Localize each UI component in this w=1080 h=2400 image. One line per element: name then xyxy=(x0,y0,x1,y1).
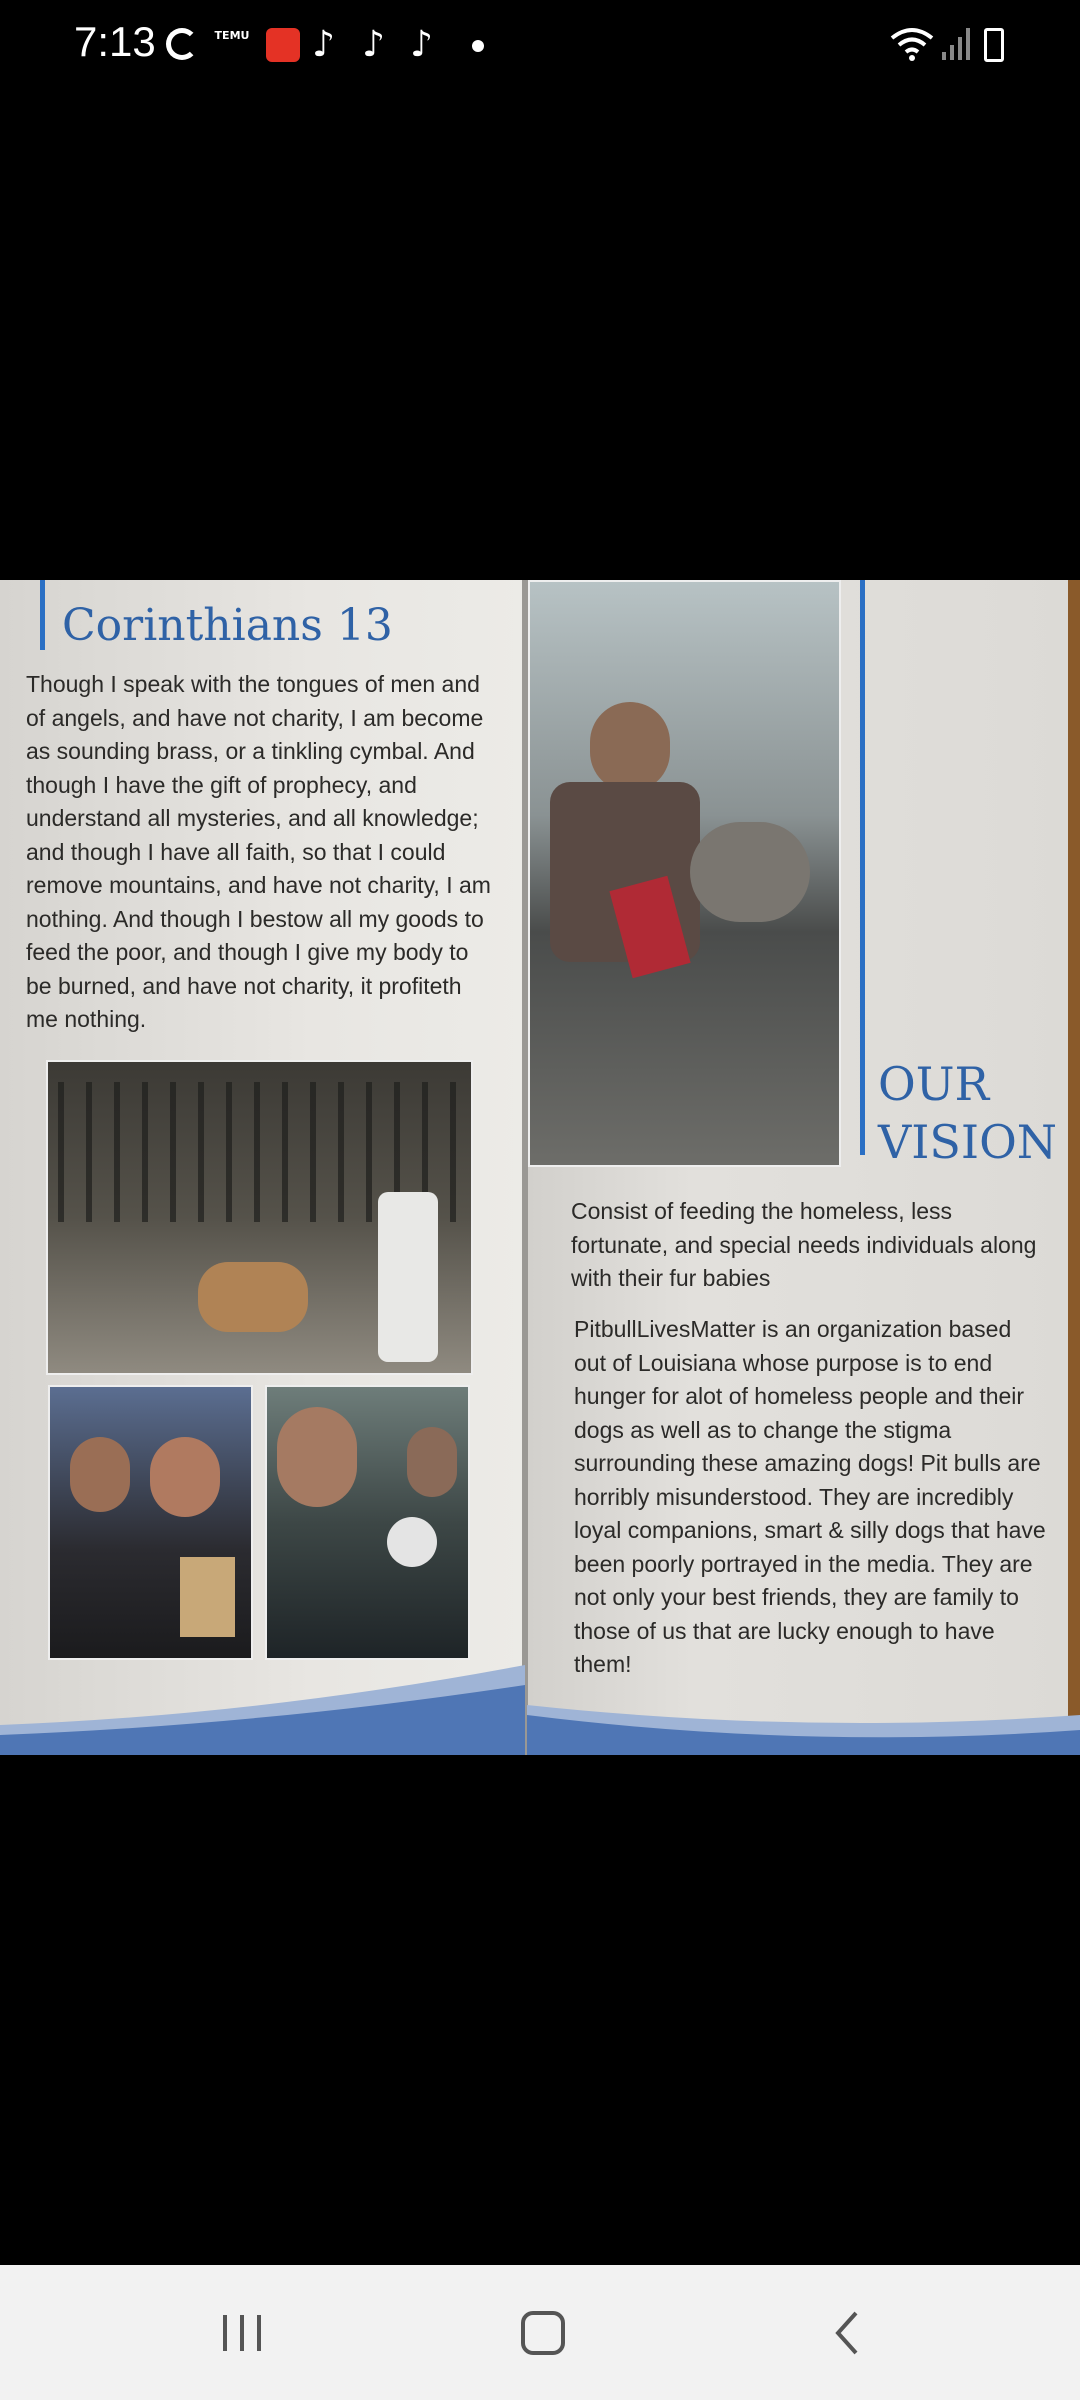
vision-heading-line2: VISION xyxy=(878,1115,1058,1169)
temu-icon xyxy=(212,30,252,66)
tiktok-icon: ♪ xyxy=(362,24,385,65)
vision-heading-line1: OUR xyxy=(878,1057,990,1111)
vision-accent-bar xyxy=(860,580,865,1155)
corinthians-heading: Corinthians 13 xyxy=(62,600,393,651)
heading-accent-bar xyxy=(40,580,45,650)
sync-icon xyxy=(166,28,198,60)
selfie-photo-1 xyxy=(48,1385,253,1660)
selfie-photo-2 xyxy=(265,1385,470,1660)
corinthians-text: Though I speak with the tongues of men and of angels, and have not charity, I am become as sounding brass, or a tinkling cymbal. And though I have the gift of prophecy, and understand all mysteries, and all knowledge; and though I have all faith, so that I could remove mountains, and have not charity, I am nothing. And though I bestow all my goods to feed the poor, and though I give my body to be burned, and have not charity, it profiteth me nothing. xyxy=(26,671,491,1032)
status-bar xyxy=(0,0,1080,90)
tiktok-icon: ♪ xyxy=(312,24,335,65)
tiktok-icon: ♪ xyxy=(410,24,433,65)
recent-apps-icon[interactable] xyxy=(162,2265,322,2400)
signal-icon xyxy=(942,28,972,60)
blue-wave-left xyxy=(0,1665,525,1755)
back-icon[interactable] xyxy=(766,2265,926,2400)
man-with-dog-photo xyxy=(528,580,841,1167)
our-vision-heading xyxy=(878,1055,1078,1171)
vision-paragraph-2: PitbullLivesMatter is an organization based out of Louisiana whose purpose is to end hunger for alot of homeless people and their dogs as well as to change the stigma surrounding these amazing dogs! Pit bulls are horribly misunderstood. They are incredibly loyal companions, smart & silly dogs that have been poorly portrayed in the media. They are not only your best friends, they are family to those of us that are lucky enough to have them! xyxy=(574,1316,1046,1677)
wifi-icon xyxy=(890,26,934,62)
blue-wave-right xyxy=(527,1665,1080,1755)
navigation-bar xyxy=(0,2265,1080,2400)
more-dot-icon xyxy=(472,40,484,52)
battery-charging-icon xyxy=(984,28,1004,62)
group-with-dog-photo xyxy=(46,1060,473,1375)
temu-label: TEMU xyxy=(214,29,250,42)
vision-paragraph-1: Consist of feeding the homeless, less fortunate, and special needs individuals along with their fur babies xyxy=(571,1198,1037,1291)
home-icon[interactable] xyxy=(464,2265,624,2400)
aliexpress-icon xyxy=(266,28,300,62)
brochure-photo xyxy=(0,580,1080,1755)
clock: 7:13 xyxy=(74,18,156,65)
